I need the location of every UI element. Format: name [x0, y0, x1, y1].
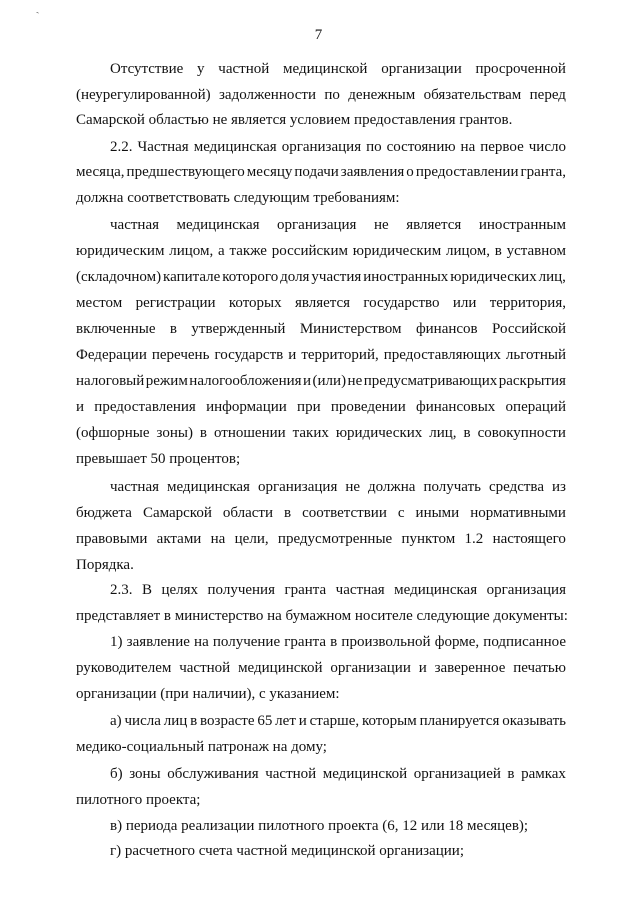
text-line: в) периода реализации пилотного проекта (6, 12 или 18 месяцев);	[110, 818, 529, 834]
text-line: руководителем частной медицинской организации и заверенное печатью	[76, 660, 566, 676]
page-number: 7	[314, 27, 323, 43]
text-line: Самарской областью не является условием предоставления грантов.	[76, 112, 513, 128]
text-line: должна соответствовать следующим требованиям:	[76, 190, 400, 206]
text-line: налоговый режим налогообложения и (или) не предусматривающих раскрытия	[76, 373, 566, 389]
text-line: 2.2. Частная медицинская организация по состоянию на первое число	[110, 139, 566, 155]
text-line: Порядка.	[76, 557, 134, 573]
text-line: превышает 50 процентов;	[76, 451, 241, 467]
text-line: и предоставления информации при проведении финансовых операций	[76, 399, 566, 415]
text-line: пилотного проекта;	[76, 792, 201, 808]
text-line: частная медицинская организация не является иностранным	[110, 217, 566, 233]
text-line: 2.3. В целях получения гранта частная медицинская организация	[110, 582, 566, 598]
text-line: медико-социальный патронаж на дому;	[76, 739, 327, 755]
text-line: Отсутствие у частной медицинской организации просроченной	[110, 61, 566, 77]
text-line: юридическим лицом, а также российским юридическим лицом, в уставном	[76, 243, 566, 259]
corner-mark: `	[34, 8, 44, 24]
text-line: частная медицинская организация не должна получать средства из	[110, 479, 566, 495]
text-line: организации (при наличии), с указанием:	[76, 686, 340, 702]
text-line: г) расчетного счета частной медицинской организации;	[110, 843, 465, 859]
text-line: (складочном) капитале которого доля участия иностранных юридических лиц,	[76, 269, 566, 285]
text-line: (офшорные зоны) в отношении таких юридических лиц, в совокупности	[76, 425, 566, 441]
text-line: правовыми актами на цели, предусмотренные пунктом 1.2 настоящего	[76, 531, 566, 547]
text-line: месяца, предшествующего месяцу подачи заявления о предоставлении гранта,	[76, 164, 566, 180]
text-line: Федерации перечень государств и территорий, предоставляющих льготный	[76, 347, 566, 363]
text-line: бюджета Самарской области в соответствии с иными нормативными	[76, 505, 566, 521]
text-line: (неурегулированной) задолженности по денежным обязательствам перед	[76, 87, 566, 103]
text-line: б) зоны обслуживания частной медицинской организацией в рамках	[110, 766, 566, 782]
text-line: представляет в министерство на бумажном носителе следующие документы:	[76, 608, 568, 624]
text-line: включенные в утвержденный Министерством финансов Российской	[76, 321, 566, 337]
text-line: 1) заявление на получение гранта в произвольной форме, подписанное	[110, 634, 566, 650]
text-line: а) числа лиц в возрасте 65 лет и старше, которым планируется оказывать	[110, 713, 566, 729]
text-line: местом регистрации которых является государство или территория,	[76, 295, 566, 311]
